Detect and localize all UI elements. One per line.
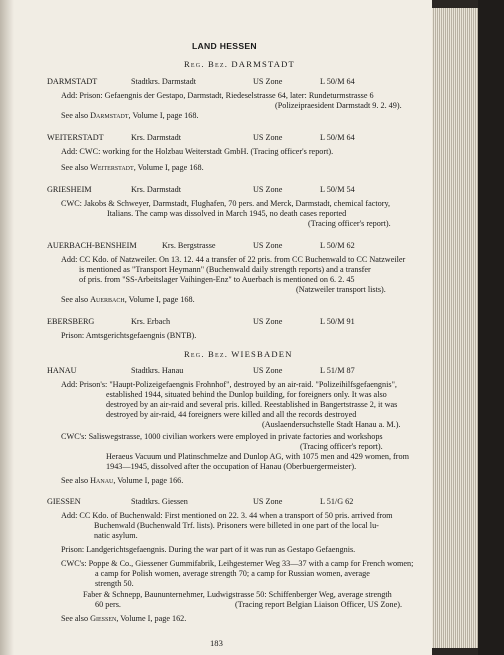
entry-add-line: destroyed by an air-raid and several pris. killed. Reestablished in Bangertstrasse 2, it was bbox=[106, 400, 398, 409]
region-heading-darmstadt: Reg. Bez. DARMSTADT bbox=[184, 59, 295, 69]
entry-place-auerbach: AUERBACH-BENSHEIM bbox=[47, 241, 137, 250]
entry-add-line: Add: Prison: Gefaengnis der Gestapo, Darmstadt, Riedeselstrasse 64, later: Rundeturmstrasse 6 bbox=[61, 91, 374, 100]
entry-add-line: of pris. from "SS-Arbeitslager Vaihingen-Enz" to Auerbach is mentioned on 6. 2. 45 bbox=[79, 275, 355, 284]
entry-cwc-line: (Tracing officer's report). bbox=[308, 219, 391, 228]
entry-add-line: (Natzweiler transport lists). bbox=[296, 285, 386, 294]
entry-cwc-line: strength 50. bbox=[95, 579, 134, 588]
see-also-line: See also Giessen, Volume I, page 162. bbox=[61, 614, 187, 623]
see-also-line: See also Weiterstadt, Volume I, page 168. bbox=[61, 163, 204, 172]
entry-zone: US Zone bbox=[253, 366, 283, 375]
entry-zone: US Zone bbox=[253, 317, 283, 326]
entry-cwc-line: CWC's: Saliswegstrasse, 1000 civilian workers were employed in private factories and workshops bbox=[61, 432, 383, 441]
entry-add-line: Add: Prison's: "Haupt-Polizeigefaengnis Frohnhof", destroyed by an air-raid. "Polizeihilfsgefaengnis", bbox=[61, 380, 397, 389]
entry-place-hanau: HANAU bbox=[47, 366, 77, 375]
page-number: 183 bbox=[210, 638, 223, 648]
entry-prison-line: Prison: Amtsgerichtsgefaengnis (BNTB). bbox=[61, 331, 197, 340]
entry-zone: US Zone bbox=[253, 497, 283, 506]
entry-cwc-line: Faber & Schnepp, Baununternehmer, Ludwigstrasse 50: Schiffenberger Weg, average strength bbox=[83, 590, 392, 599]
see-also-line: See also Darmstadt, Volume I, page 168. bbox=[61, 111, 199, 120]
entry-map-ref: L 51/M 87 bbox=[320, 366, 355, 375]
entry-add-line: destroyed by air-raid, 44 foreigners were killed and all the records destroyed bbox=[106, 410, 357, 419]
entry-cwc-line: Italians. The camp was dissolved in March 1945, no death cases reported bbox=[107, 209, 347, 218]
entry-zone: US Zone bbox=[253, 185, 283, 194]
entry-place-ebersberg: EBERSBERG bbox=[47, 317, 95, 326]
entry-place-giessen: GIESSEN bbox=[47, 497, 81, 506]
entry-district: Stadtkrs. Darmstadt bbox=[131, 77, 197, 86]
entry-zone: US Zone bbox=[253, 241, 283, 250]
entry-place-darmstadt: DARMSTADT bbox=[47, 77, 98, 86]
entry-cwc-line: (Tracing officer's report). bbox=[300, 442, 383, 451]
entry-map-ref: L 50/M 54 bbox=[320, 185, 355, 194]
entry-prison-line: Prison: Landgerichtsgefaengnis. During the war part of it was run as Gestapo Gefaengnis. bbox=[61, 545, 356, 554]
see-also-line: See also Hanau, Volume I, page 166. bbox=[61, 476, 184, 485]
entry-add-line: Add: CC Kdo. of Natzweiler. On 13. 12. 44 a transfer of 22 pris. from CC Buchenwald to CC Natzweiler bbox=[61, 255, 406, 264]
entry-place-griesheim: GRIESHEIM bbox=[47, 185, 92, 194]
entry-add-line: (Polizeipraesident Darmstadt 9. 2. 49). bbox=[275, 101, 402, 110]
state-heading: LAND HESSEN bbox=[192, 41, 257, 51]
entry-add-line: established 1944, situated behind the Dunlop building, for foreigners only. It was also bbox=[106, 390, 387, 399]
entry-map-ref: L 50/M 64 bbox=[320, 133, 355, 142]
entry-district: Stadtkrs. Giessen bbox=[131, 497, 188, 506]
entry-add-line: Add: CWC: working for the Holzbau Weiterstadt GmbH. (Tracing officer's report). bbox=[61, 147, 334, 156]
entry-map-ref: L 51/G 62 bbox=[320, 497, 354, 506]
entry-map-ref: L 50/M 64 bbox=[320, 77, 355, 86]
entry-zone: US Zone bbox=[253, 77, 283, 86]
entry-cwc-line: CWC: Jakobs & Schweyer, Darmstadt, Flughafen, 70 pers. and Merck, Darmstadt, chemical factory, bbox=[61, 199, 391, 208]
entry-zone: US Zone bbox=[253, 133, 283, 142]
entry-district: Krs. Darmstadt bbox=[131, 133, 182, 142]
entry-district: Krs. Erbach bbox=[131, 317, 171, 326]
region-heading-wiesbaden: Reg. Bez. WIESBADEN bbox=[184, 349, 293, 359]
entry-place-weiterstadt: WEITERSTADT bbox=[47, 133, 104, 142]
entry-cwc-line: 1943—1945, dissolved after the occupation of Hanau (Oberbuergermeister). bbox=[106, 462, 357, 471]
page-gutter-shadow bbox=[0, 0, 14, 655]
background-shadow bbox=[478, 0, 504, 655]
entry-add-line: (Auslaendersuchstelle Stadt Hanau a. M.). bbox=[262, 420, 401, 429]
entry-cwc-line: a camp for Polish women, average strength 70; a camp for Russian women, average bbox=[95, 569, 370, 578]
entry-cwc-line: Heraeus Vacuum und Platinschmelze and Dunlop AG, with 1075 men and 429 women, from bbox=[106, 452, 409, 461]
entry-add-line: natic asylum. bbox=[94, 531, 138, 540]
entry-add-line: Buchenwald (Buchenwald Trf. lists). Prisoners were billeted in one part of the local lu- bbox=[94, 521, 379, 530]
entry-add-line: is mentioned as "Transport Heymann" (Buchenwald daily strength reports) and a transfer bbox=[79, 265, 371, 274]
see-also-line: See also Auerbach, Volume I, page 168. bbox=[61, 295, 195, 304]
entry-cwc-line: CWC's: Poppe & Co., Giessener Gummifabrik, Leihgesterner Weg 33—37 with a camp for French women; bbox=[61, 559, 414, 568]
entry-map-ref: L 50/M 91 bbox=[320, 317, 355, 326]
entry-map-ref: L 50/M 62 bbox=[320, 241, 355, 250]
book-fore-edge bbox=[432, 8, 478, 648]
entry-add-line: Add: CC Kdo. of Buchenwald: First mentioned on 22. 3. 44 when a transport of 50 pris. arrived from bbox=[61, 511, 393, 520]
entry-cwc-line: (Tracing report Belgian Liaison Officer, US Zone). bbox=[235, 600, 403, 609]
entry-district: Krs. Darmstadt bbox=[131, 185, 182, 194]
entry-cwc-line: 60 pers. bbox=[95, 600, 121, 609]
entry-district: Krs. Bergstrasse bbox=[162, 241, 216, 250]
entry-district: Stadtkrs. Hanau bbox=[131, 366, 184, 375]
